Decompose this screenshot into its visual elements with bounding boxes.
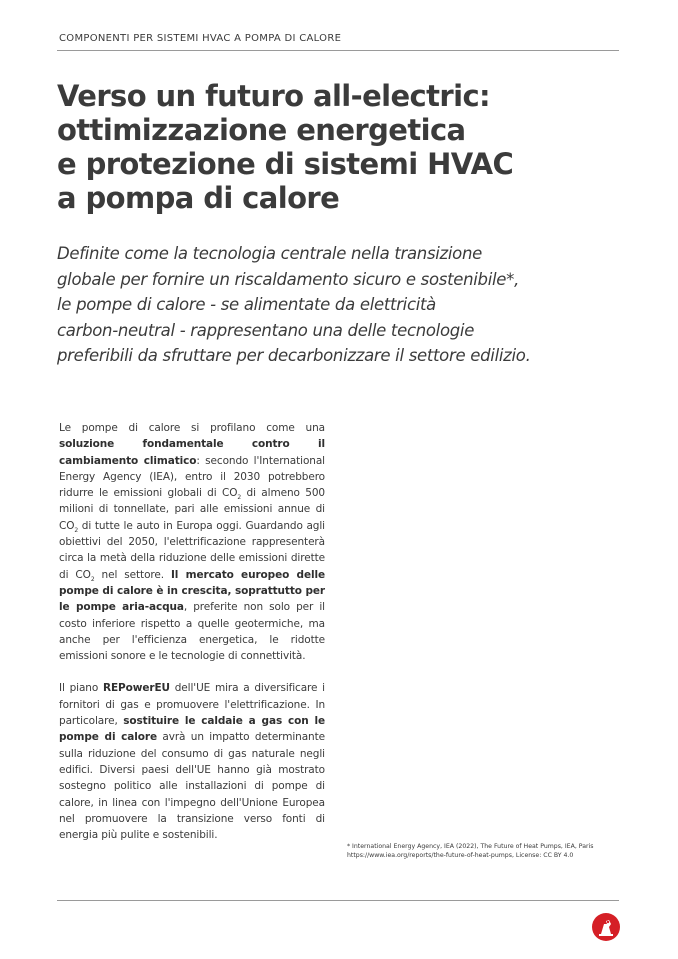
page-title [57,79,617,215]
bold-text: REPowerEU [102,682,170,695]
subscript: 2 [74,526,79,534]
subtitle-line: le pompe di calore - se alimentate da elettricità [57,295,436,314]
title-line: e protezione di sistemi HVAC [57,147,514,181]
subscript: 2 [237,494,242,502]
text-run: dell'UE mira a diversificare i fornitori di gas e promuovere l'elettrificazione. In particolare, [59,682,325,728]
text-run: , preferite non solo per il costo inferiore rispetto a quelle geotermiche, ma anche per l'efficienza energetica, le ridotte emissioni sonore e le tecnologie di connettività. [59,601,325,663]
text-run: nel settore. [94,568,171,581]
text-run: di tutte le auto in Europa oggi. Guardando agli obiettivi del 2050, l'elettrificazione rappresenterà circa la metà della riduzione delle emissioni dirette di CO [59,519,325,581]
footnote [347,842,617,860]
footnote-citation: * International Energy Agency, IEA (2022), The Future of Heat Pumps, IEA, Paris [347,843,594,850]
section-label: COMPONENTI PER SISTEMI HVAC A POMPA DI CALORE [59,33,342,44]
title-line: a pompa di calore [57,181,340,215]
logo-glyph-icon [592,913,620,941]
footnote-link: https://www.iea.org/reports/the-future-of-heat-pumps, License: CC BY 4.0 [347,852,574,859]
text-run: di almeno 500 milioni di tonnellate, pari alle emissioni annue di CO [59,487,325,532]
top-divider [57,50,619,51]
bold-text: sostituire le caldaie a gas con le pompe di calore [59,715,325,744]
text-run: Le pompe di calore si profilano come una [59,422,325,434]
subscript: 2 [90,575,95,583]
bold-text: Il mercato europeo delle pompe di calore è in crescita, soprattutto per le pompe aria-acqua [59,568,325,614]
paragraph-heat-pumps [59,420,325,664]
subtitle-line: carbon-neutral - rappresentano una delle tecnologie [57,320,475,340]
text-run: Il piano [59,682,103,695]
brand-logo-icon [592,913,620,941]
paragraph-repowereu [59,680,325,843]
text-run: avrà un impatto determinante sulla riduzione del consumo di gas naturale negli edifici. Diversi paesi dell'UE hanno già mostrato sostegno politico alle installazioni di pompe di calore, in linea con l'impegno dell'Unione Europea nel promuovere la transizione verso fonti di energia più pulite e sostenibili. [59,731,325,842]
title-line: ottimizzazione energetica [57,113,466,147]
body-text [59,420,325,859]
subtitle-line: preferibili da sfruttare per decarbonizzare il settore edilizio. [57,346,531,365]
bold-text: soluzione fondamentale contro il cambiamento climatico [59,438,325,467]
subtitle-line: globale per fornire un riscaldamento sicuro e sostenibile*, [57,269,520,289]
subtitle-line: Definite come la tecnologia centrale nella transizione [57,244,482,263]
text-run: : secondo l'International Energy Agency (IEA), entro il 2030 potrebbero ridurre le emissioni globali di CO [59,454,325,500]
title-line: Verso un futuro all-electric: [57,79,491,113]
subtitle [57,241,627,369]
bottom-divider [57,900,619,901]
